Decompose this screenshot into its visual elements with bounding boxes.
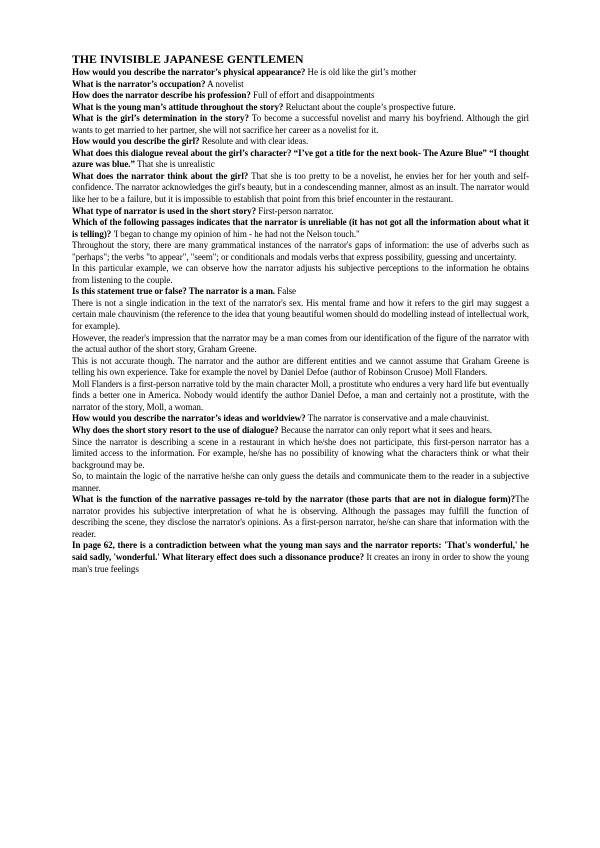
document-body [72,52,529,575]
question-text: What does this dialogue reveal about the girl’s character? “I’ve got a title for the next book- The Azure Blue” “I thought azure was blue.” [72,147,529,170]
qa-paragraph [72,425,529,437]
answer-text: It creates an irony in order to show the young man's true feelings [72,551,529,574]
question-text: How would you describe the girl? [72,136,200,147]
question-text: What is the function of the narrative passages re-told by the narrator (those parts that are not in dialogue form)? [72,494,516,505]
answer-text: A novelist [205,78,244,89]
qa-paragraph [72,494,529,540]
answer-text: The narrator is conservative and a male chauvinist. [305,413,489,424]
body-paragraph [72,263,529,286]
qa-paragraph [72,90,529,102]
question-text: How would you describe the narrator’s ideas and worldview? [72,413,306,424]
body-paragraph [72,471,529,494]
paragraph-text: Moll Flanders is a first-person narrative told by the main character Moll, a prostitute who endures a very hard life but eventually finds a better one in America. Nobody would identify the author Daniel Defoe, a man and certainly not a prostitute, with the narrator of the story, Moll, a woman. [72,378,529,412]
qa-paragraph [72,206,529,218]
body-paragraph [72,333,529,356]
body-paragraph [72,356,529,379]
question-text: What type of narrator is used in the short story? [72,205,257,216]
paragraph-text: Throughout the story, there are many grammatical instances of the narrator's gaps of information: the use of adverbs such as "perhaps"; the verbs "to appear", "seem"; or conditionals and modals verbs that express possibility, guessing and uncertainty. [72,240,529,262]
qa-paragraph [72,217,529,240]
paragraph-text: So, to maintain the logic of the narrative he/she can only guess the details and communicate them to the reader in a subjective manner. [72,471,529,493]
body-paragraph [72,298,529,333]
document-title: THE INVISIBLE JAPANESE GENTLEMEN [72,52,304,66]
qa-paragraph [72,171,529,206]
question-text: Which of the following passages indicates that the narrator is unreliable (it has not got all the information about what it is telling)? [72,217,529,239]
body-paragraph [72,240,529,263]
qa-paragraph [72,148,529,171]
qa-paragraph [72,113,529,136]
paragraph-text: In this particular example, we can observe how the narrator adjusts his subjective perceptions to the information he obtains from listening to the couple. [72,263,529,285]
answer-text: Because the narrator can only report what it sees and hears. [278,424,492,435]
answer-text: He is old like the girl’s mother [305,67,417,77]
question-text: How would you describe the narrator’s physical appearance? [72,67,306,77]
qa-paragraph [72,540,529,575]
body-paragraph [72,379,529,414]
answer-text: Reluctant about the couple’s prospective future. [283,101,456,112]
answer-text: To become a successful novelist and marry his boyfriend. Although the girl wants to get married to her partner, she will not sacrifice her career as a novelist for it. [72,113,529,135]
document-blocks [72,67,529,575]
paragraph-text: However, the reader's impression that the narrator may be a man comes from our identification of the figure of the narrator with the actual author of the short story, Graham Greene. [72,332,529,355]
question-text: In page 62, there is a contradiction between what the young man says and the narrator reports: 'That's wonderful,' he said sadly, 'wonderful.' What literary effect does such a dissonance produce? [72,540,529,562]
answer-text: Full of effort and disappointments [250,90,375,101]
question-text: What does the narrator think about the girl? [72,170,249,181]
answer-text: That she is too pretty to be a novelist, he envies her for her youth and self-confidence. The narrator acknowledges the girl's beauty, but in a condescending manner, almost as an insult. The narrator would like her to be a failure, but it is impossible to establish that point from this brief encounter in the restaurant. [72,170,529,205]
qa-paragraph [72,79,529,91]
paragraph-text: This is not accurate though. The narrator and the author are different entities and we cannot assume that Graham Greene is telling his own experience. Take for example the novel by Daniel Defoe (author of Robinson Crusoe) Moll Flanders. [72,355,529,378]
qa-paragraph [72,67,529,79]
answer-text: First-person narrator. [256,205,334,216]
answer-text: False [275,286,297,297]
question-text: What is the narrator’s occupation? [72,78,206,89]
question-text: How does the narrator describe his profession? [72,90,251,101]
qa-paragraph [72,286,529,298]
paragraph-text: Since the narrator is describing a scene in a restaurant in which he/she does not participate, this first-person narrator has a limited access to the information. For example, he/she has no possibility of knowing what the characters think or what their background may be. [72,436,529,470]
answer-text: That she is unrealistic [134,159,215,170]
question-text: What is the girl’s determination in the story? [72,113,249,124]
question-text: What is the young man’s attitude throughout the story? [72,101,284,112]
answer-text: Resolute and with clear ideas. [199,136,309,147]
body-paragraph [72,437,529,472]
qa-paragraph [72,136,529,148]
question-text: Why does the short story resort to the use of dialogue? [72,424,279,435]
paragraph-text: There is not a single indication in the text of the narrator's sex. His mental frame and how it refers to the girl may suggest a certain male chauvinism (the reference to the idea that young beautiful women should do modelling instead of intellectual work, for example). [72,297,529,332]
qa-paragraph [72,413,529,425]
answer-text: 'I began to change my opinion of him - he had not the Nelson touch." [111,228,360,239]
question-text: Is this statement true or false? The narrator is a man. [72,286,276,297]
answer-text: The narrator provides his subjective interpretation of what he is observing. Although the passages may fulfill the function of describing the scene, they disclose the narrator's opinions. As a first-person narrator, he/she can share that information with the reader. [72,494,529,539]
qa-paragraph [72,102,529,114]
